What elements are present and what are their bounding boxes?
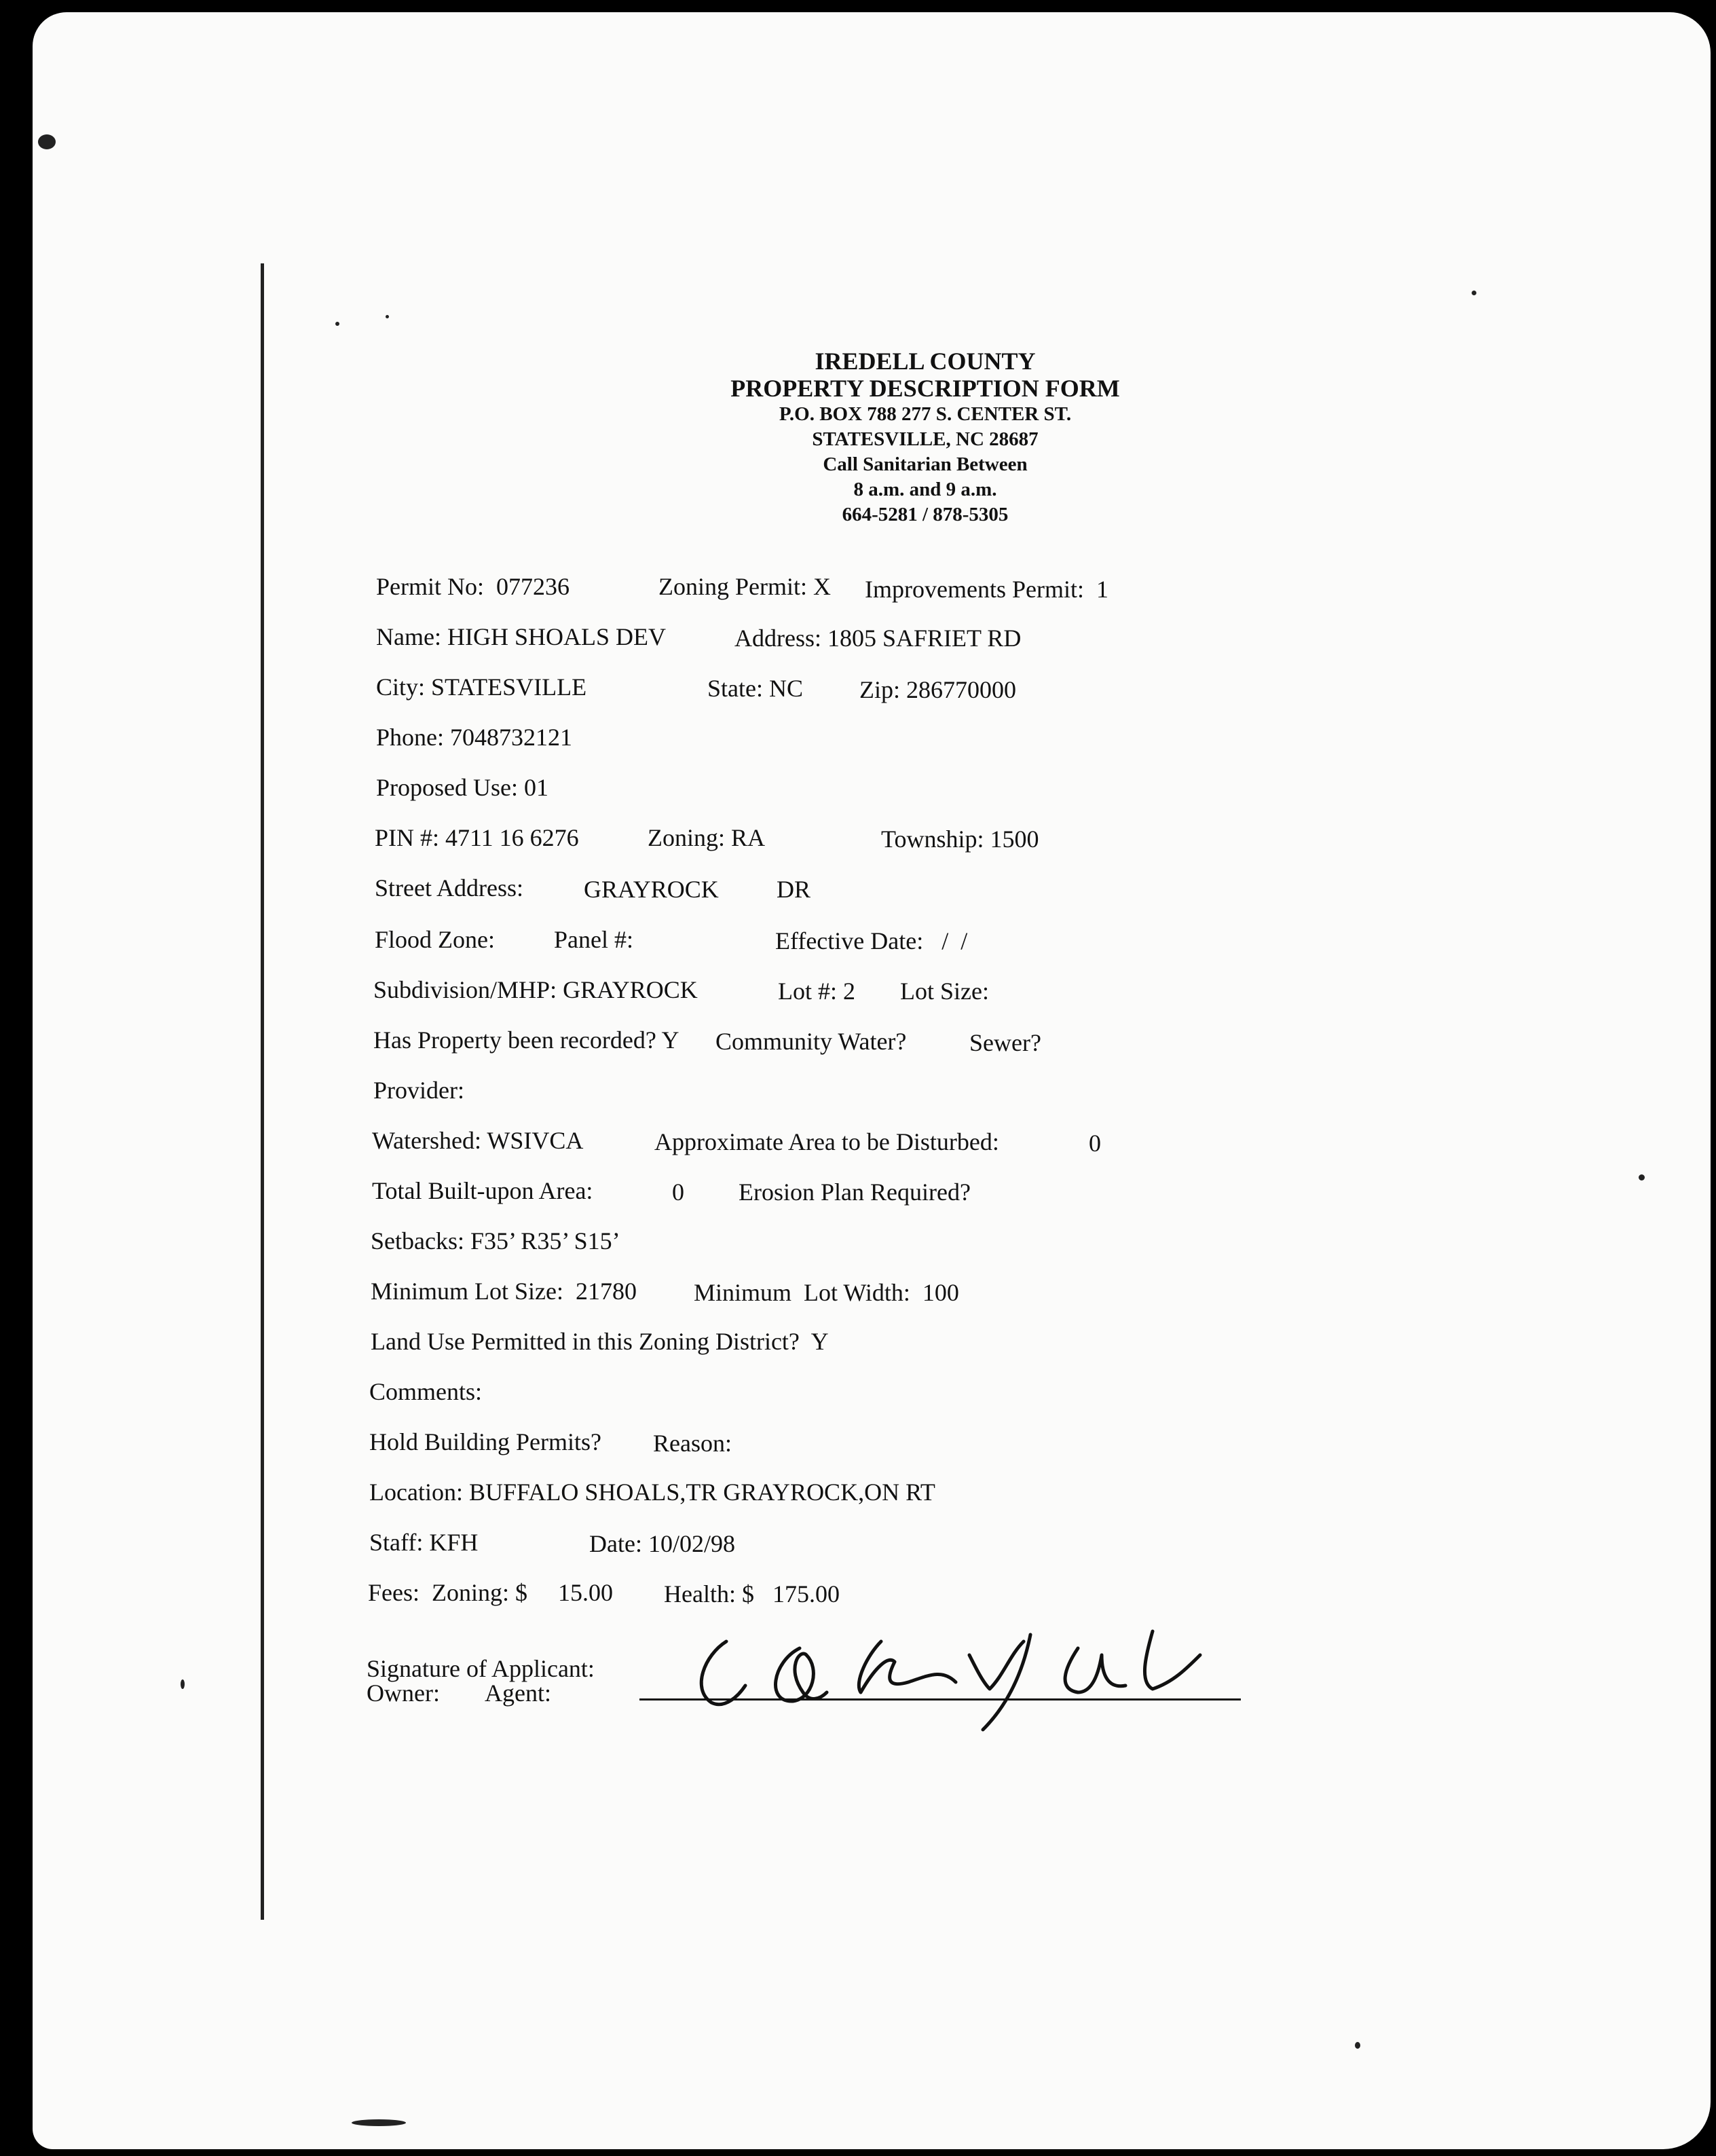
date: Date: 10/02/98 bbox=[589, 1530, 735, 1557]
lot-size: Lot Size: bbox=[900, 978, 989, 1005]
applicant-name: Name: HIGH SHOALS DEV bbox=[376, 623, 666, 650]
scan-speck bbox=[1639, 1174, 1645, 1181]
erosion-plan: Erosion Plan Required? bbox=[739, 1178, 971, 1206]
permit-no: Permit No: 077236 bbox=[376, 573, 570, 600]
improvements-permit: Improvements Permit: 1 bbox=[865, 576, 1108, 603]
zoning: Zoning: RA bbox=[648, 824, 766, 851]
provider: Provider: bbox=[373, 1077, 464, 1104]
sewer: Sewer? bbox=[969, 1029, 1041, 1056]
call-note: Call Sanitarian Between bbox=[823, 453, 1028, 475]
comments: Comments: bbox=[369, 1378, 483, 1405]
scan-speck bbox=[335, 322, 339, 326]
location: Location: BUFFALO SHOALS,TR GRAYROCK,ON RT bbox=[369, 1479, 935, 1506]
area-disturbed-label: Approximate Area to be Disturbed: bbox=[654, 1128, 999, 1155]
fees-zoning: Fees: Zoning: $ 15.00 bbox=[368, 1579, 613, 1606]
owner-label: Owner: bbox=[367, 1679, 440, 1707]
binding-margin-line bbox=[261, 263, 264, 1920]
panel-no: Panel #: bbox=[554, 926, 633, 953]
min-lot-width: Minimum Lot Width: 100 bbox=[694, 1279, 959, 1306]
flood-zone: Flood Zone: bbox=[375, 926, 495, 953]
scan-speck bbox=[181, 1679, 185, 1689]
agent-label: Agent: bbox=[485, 1679, 551, 1707]
zoning-permit: Zoning Permit: X bbox=[658, 573, 831, 600]
scan-speck bbox=[352, 2119, 406, 2126]
applicant-address: Address: 1805 SAFRIET RD bbox=[734, 625, 1022, 652]
setbacks: Setbacks: F35’ R35’ S15’ bbox=[371, 1227, 620, 1254]
form-title: PROPERTY DESCRIPTION FORM bbox=[730, 375, 1120, 402]
township: Township: 1500 bbox=[881, 825, 1039, 853]
phone: Phone: 7048732121 bbox=[376, 724, 573, 751]
effective-date: Effective Date: / / bbox=[775, 927, 968, 954]
scan-speck bbox=[1472, 291, 1476, 295]
fees-health: Health: $ 175.00 bbox=[664, 1580, 840, 1607]
community-water: Community Water? bbox=[715, 1028, 907, 1055]
zip: Zip: 286770000 bbox=[859, 676, 1016, 703]
po-box: P.O. BOX 788 277 S. CENTER ST. bbox=[779, 403, 1072, 425]
proposed-use: Proposed Use: 01 bbox=[376, 774, 548, 801]
built-upon-label: Total Built-upon Area: bbox=[372, 1177, 593, 1204]
land-use-permitted: Land Use Permitted in this Zoning District? Y bbox=[371, 1328, 829, 1355]
city: City: STATESVILLE bbox=[376, 673, 587, 701]
street-suffix: DR bbox=[777, 876, 811, 903]
document-page bbox=[33, 12, 1711, 2149]
min-lot-size: Minimum Lot Size: 21780 bbox=[371, 1278, 637, 1305]
scan-speck bbox=[38, 134, 56, 149]
form-header bbox=[576, 348, 1275, 527]
street-name: GRAYROCK bbox=[584, 876, 719, 903]
county-name: IREDELL COUNTY bbox=[815, 348, 1036, 375]
watershed: Watershed: WSIVCA bbox=[372, 1127, 584, 1154]
phone-numbers: 664-5281 / 878-5305 bbox=[842, 504, 1009, 525]
area-disturbed-value: 0 bbox=[1089, 1130, 1101, 1157]
lot-no: Lot #: 2 bbox=[778, 978, 855, 1005]
built-upon-value: 0 bbox=[672, 1178, 684, 1206]
scan-speck bbox=[1355, 2042, 1360, 2049]
call-hours: 8 a.m. and 9 a.m. bbox=[853, 479, 997, 500]
city-line: STATESVILLE, NC 28687 bbox=[812, 428, 1039, 450]
subdivision: Subdivision/MHP: GRAYROCK bbox=[373, 976, 698, 1003]
state: State: NC bbox=[707, 675, 803, 702]
signature-label: Signature of Applicant: bbox=[367, 1655, 595, 1682]
property-recorded: Has Property been recorded? Y bbox=[373, 1026, 679, 1054]
staff: Staff: KFH bbox=[369, 1529, 479, 1556]
scan-speck bbox=[386, 315, 389, 318]
hold-building-permits: Hold Building Permits? bbox=[369, 1428, 601, 1455]
reason: Reason: bbox=[653, 1430, 732, 1457]
applicant-signature bbox=[684, 1628, 1227, 1736]
pin: PIN #: 4711 16 6276 bbox=[375, 824, 579, 851]
street-address-label: Street Address: bbox=[375, 874, 523, 902]
